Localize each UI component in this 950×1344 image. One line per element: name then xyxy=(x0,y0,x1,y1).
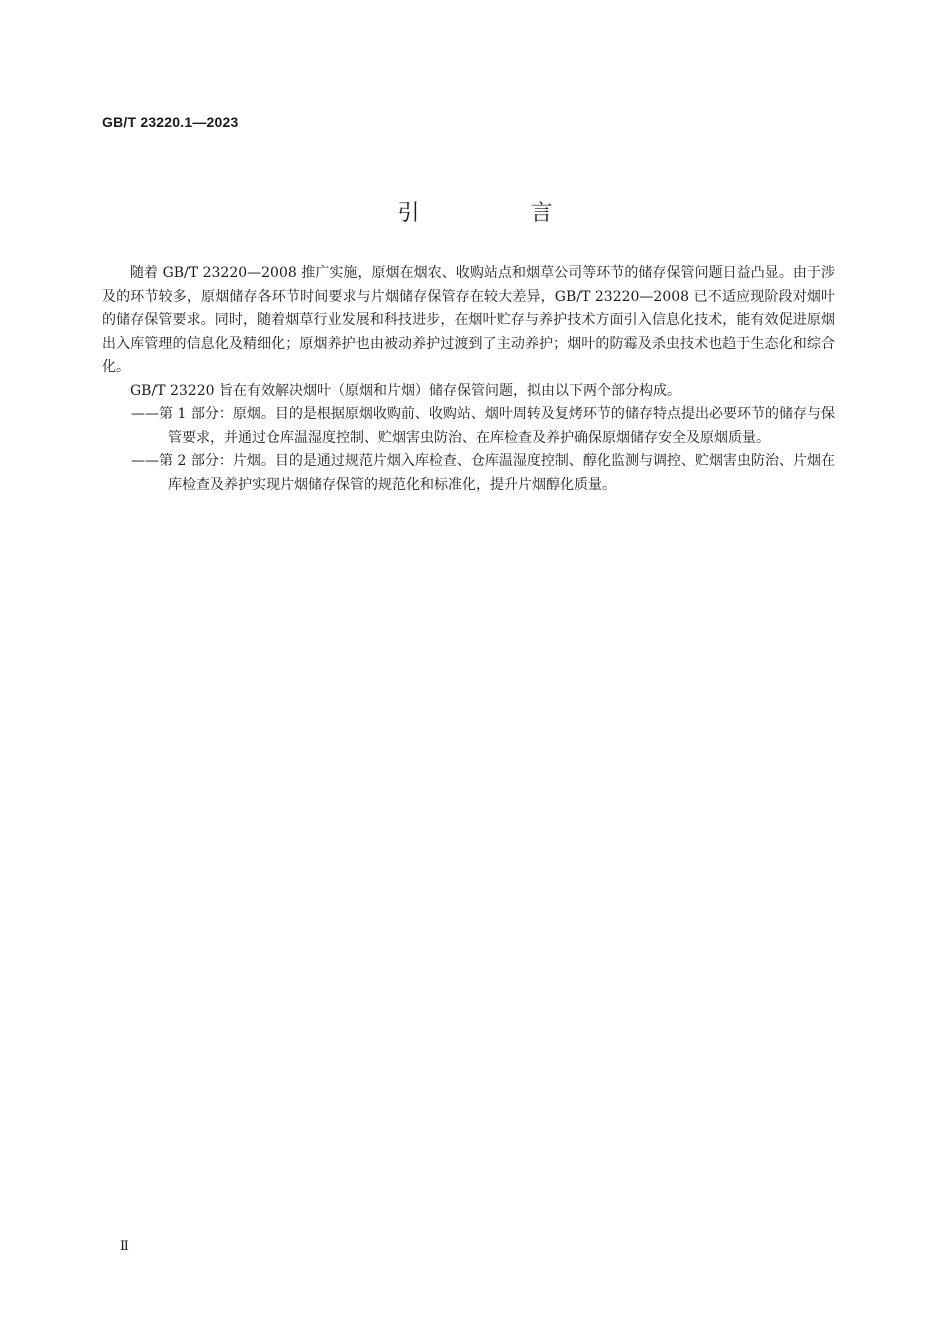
list-item-part-2: ——第 2 部分：片烟。目的是通过规范片烟入库检查、仓库温湿度控制、醇化监测与调控、贮烟害虫防治、片烟在库检查及养护实现片烟储存保管的规范化和标准化，提升片烟醇化质量。 xyxy=(131,453,835,493)
page-title: 引 言 xyxy=(397,201,605,226)
page-number: Ⅱ xyxy=(120,1239,129,1254)
intro-paragraph-1: 随着 GB/T 23220—2008 推广实施，原烟在烟农、收购站点和烟草公司等环节的储存保管问题日益凸显。由于涉及的环节较多，原烟储存各环节时间要求与片烟储存保管存在较大差异，GB/T 23220—2008 已不适应现阶段对烟叶的储存保管要求。同时，随着烟草行业发展和科技进步，在烟叶贮存与养护技术方面引入信息化技术，能有效促进原烟出入库管理的信息化及精细化；原烟养护也由被动养护过渡到了主动养护；烟叶的防霉及杀虫技术也趋于生态化和综合化。 xyxy=(102,265,835,375)
intro-paragraph-2: GB/T 23220 旨在有效解决烟叶（原烟和片烟）储存保管问题，拟由以下两个部分构成。 xyxy=(130,382,681,399)
document-code: GB/T 23220.1—2023 xyxy=(102,114,239,130)
list-item-part-1: ——第 1 部分：原烟。目的是根据原烟收购前、收购站、烟叶周转及复烤环节的储存特点提出必要环节的储存与保管要求，并通过仓库温湿度控制、贮烟害虫防治、在库检查及养护确保原烟储存安全及原烟质量。 xyxy=(131,406,835,446)
introduction-body xyxy=(102,262,835,497)
